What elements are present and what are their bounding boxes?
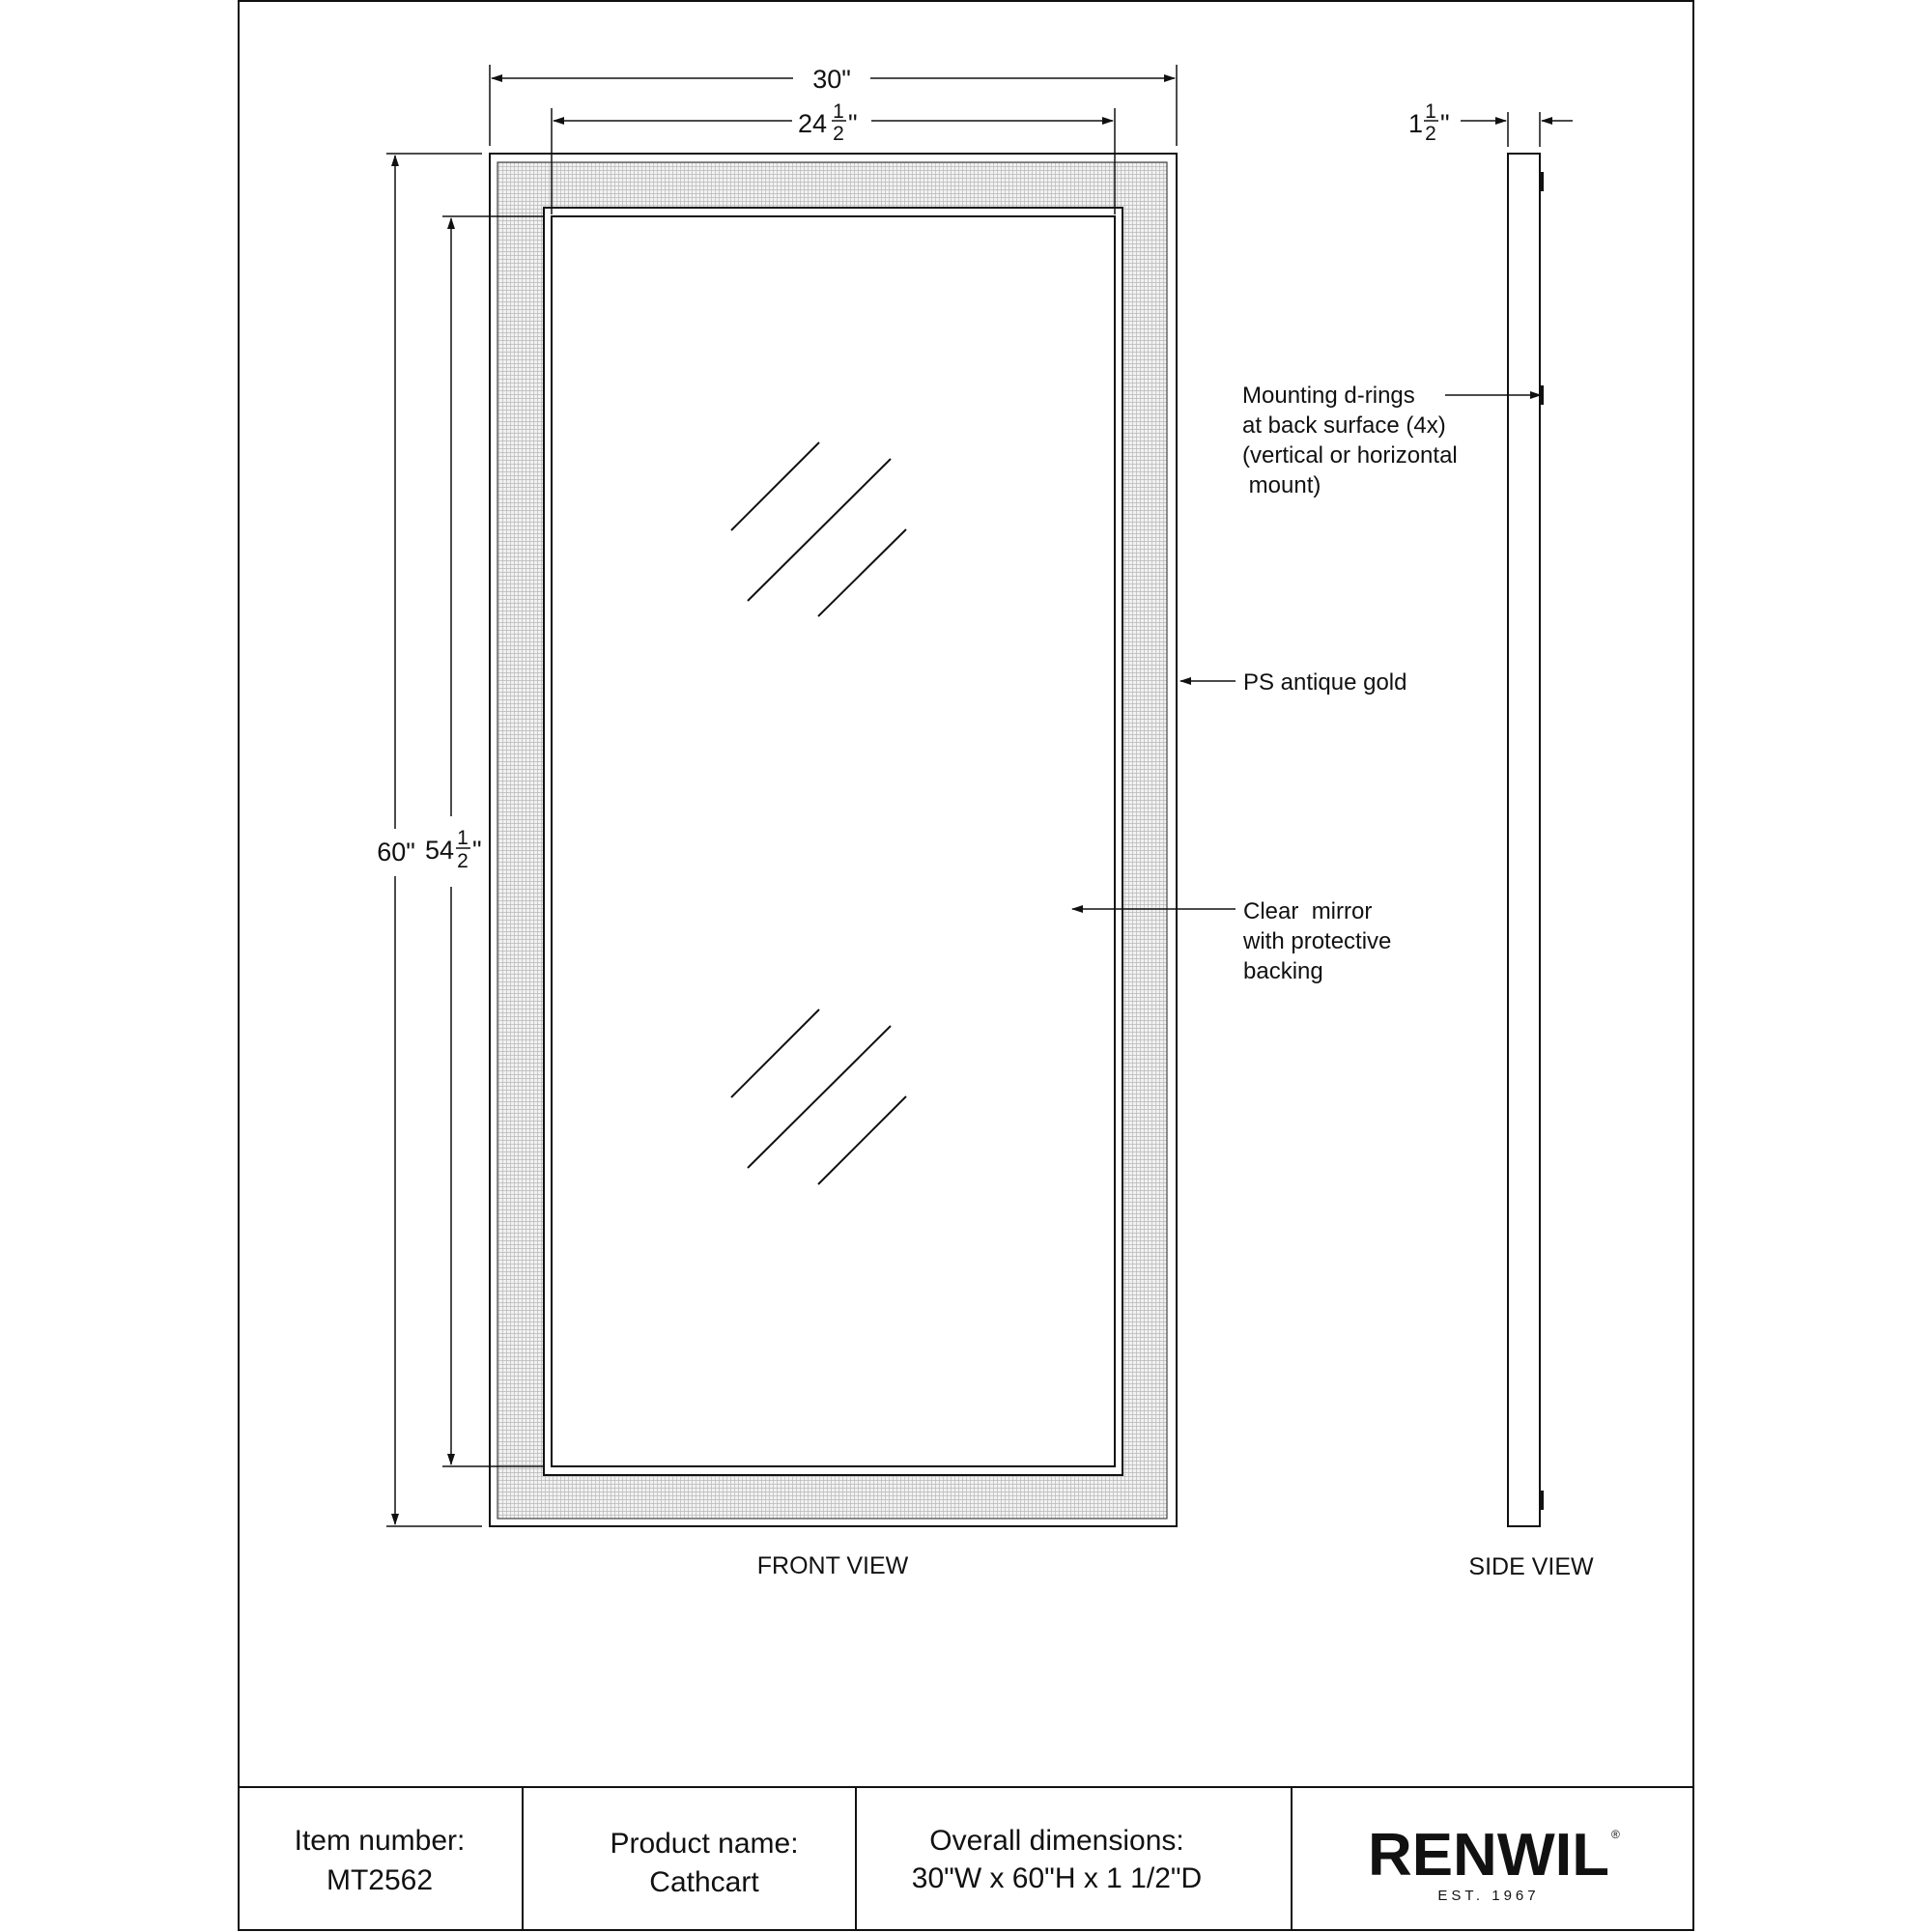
d-ring-top <box>1540 172 1544 191</box>
front-view-label: FRONT VIEW <box>756 1552 909 1579</box>
mirror-glass <box>552 216 1115 1466</box>
logo-wordmark: RENWIL <box>1368 1822 1609 1889</box>
inner-width-denominator: 2 <box>833 123 844 145</box>
overall-dimensions-label: Overall dimensions: <box>929 1825 1184 1857</box>
inner-height-inch-mark: " <box>472 836 482 865</box>
logo-registered-mark: ® <box>1611 1828 1620 1841</box>
callout-mirror-line-2: with protective <box>1243 928 1392 954</box>
inner-width-numerator: 1 <box>833 100 844 123</box>
callout-mirror-line-1: Clear mirror <box>1243 898 1373 924</box>
overall-width-label: 30" <box>812 65 851 94</box>
callout-mounting-line-4: mount) <box>1242 472 1321 498</box>
inner-height-denominator: 2 <box>457 850 469 872</box>
inner-width-label <box>798 100 858 145</box>
product-name-label: Product name: <box>610 1828 799 1860</box>
depth-whole: 1 <box>1408 109 1424 138</box>
callout-finish-text: PS antique gold <box>1243 669 1407 696</box>
callout-mounting-line-1: Mounting d-rings <box>1242 383 1415 409</box>
depth-label <box>1408 100 1450 145</box>
side-view-label: SIDE VIEW <box>1468 1553 1594 1580</box>
inner-height-numerator: 1 <box>457 827 469 849</box>
item-number-value: MT2562 <box>326 1864 434 1896</box>
inner-height-whole: 54 <box>425 836 455 865</box>
side-view-drawing <box>1408 100 1594 1580</box>
callout-mirror-line-3: backing <box>1243 958 1323 984</box>
product-name-value: Cathcart <box>649 1866 759 1898</box>
logo-established: EST. 1967 <box>1437 1888 1540 1904</box>
d-ring-bottom <box>1540 1491 1544 1510</box>
depth-numerator: 1 <box>1425 100 1436 123</box>
inner-height-label <box>425 827 482 872</box>
overall-height-label: 60" <box>377 838 415 867</box>
overall-dimensions-value: 30"W x 60"H x 1 1/2"D <box>911 1862 1203 1894</box>
callout-mounting-line-3: (vertical or horizontal <box>1242 442 1458 469</box>
inner-width-inch-mark: " <box>848 109 858 138</box>
callout-mounting-line-2: at back surface (4x) <box>1242 412 1446 439</box>
depth-denominator: 2 <box>1425 123 1436 145</box>
front-view-drawing <box>377 65 1177 1579</box>
side-profile <box>1508 154 1540 1526</box>
callout-finish <box>1180 669 1406 696</box>
title-block <box>239 1787 1693 1930</box>
item-number-label: Item number: <box>294 1825 466 1857</box>
callout-mounting-d-rings <box>1242 383 1541 498</box>
depth-inch-mark: " <box>1440 109 1450 138</box>
renwil-logo <box>1368 1822 1620 1904</box>
inner-width-whole: 24 <box>798 109 828 138</box>
